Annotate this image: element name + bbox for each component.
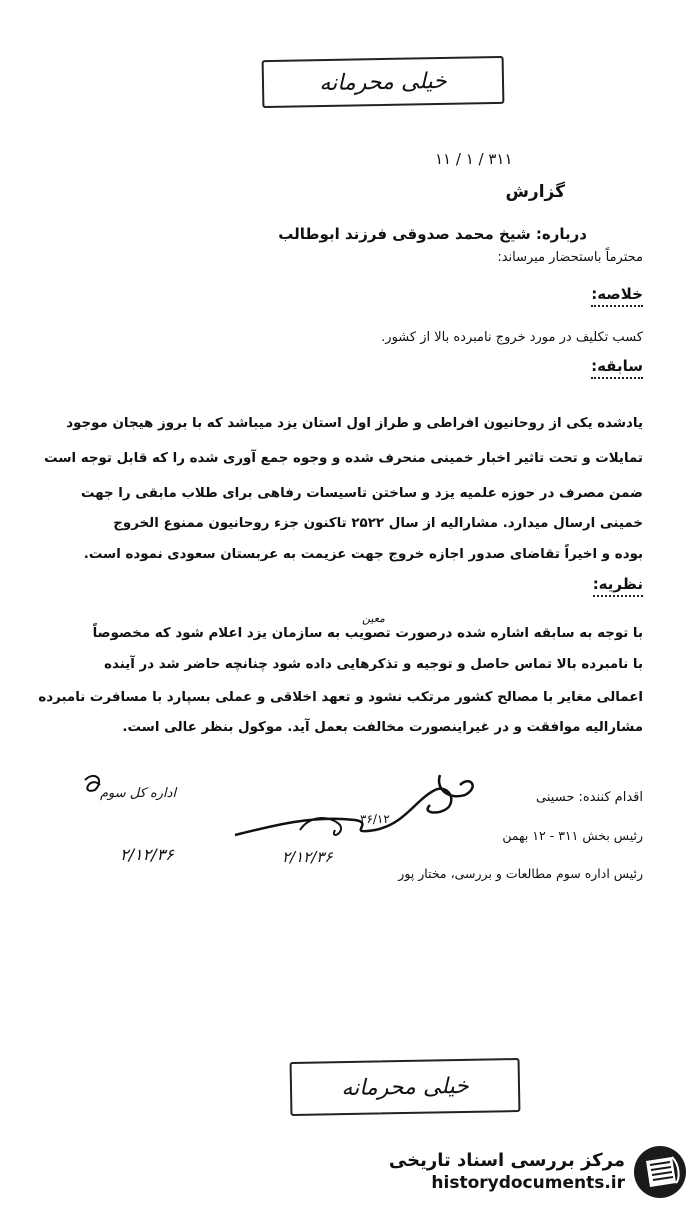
stamp-top-text: خیلی محرمانه: [319, 68, 447, 96]
report-title: گزارش: [505, 182, 565, 202]
handwritten-date: ۲/۱۲/۳۶: [282, 848, 333, 866]
archive-website: historydocuments.ir: [431, 1173, 625, 1193]
summary-heading: خلاصه:: [591, 285, 643, 307]
background-line: یادشده یکی از روحانیون افراطی و طراز اول استان یزد میباشد که با بروز هیجان موجود: [66, 416, 643, 431]
book-icon: [632, 1143, 688, 1201]
salutation: محترماً باستحضار میرساند:: [497, 250, 643, 265]
handwritten-note: اداره کل سوم: [100, 786, 177, 801]
background-line: ضمن مصرف در حوزه علمیه یزد و ساختن تاسیسات رفاهی برای طلاب مابقی را جهت: [80, 486, 643, 501]
handwritten-date: ۲/۱۲/۳۶: [120, 845, 174, 864]
opinion-line: مشارالیه موافقت و در غیراینصورت مخالفت بعمل آید. موکول بنظر عالی است.: [122, 720, 643, 735]
opinion-line: با نامبرده بالا تماس حاصل و توجیه و تذکرهایی داده شود چنانچه حاضر شد در آینده: [104, 657, 643, 672]
background-line: خمینی ارسال میدارد. مشارالیه از سال ۲۵۲۲ تاکنون جزء روحانیون ممنوع الخروج: [113, 516, 643, 531]
signature-mark: [235, 789, 451, 835]
opinion-line: با توجه به سابقه اشاره شده درصورت تصویب به سازمان یزد اعلام شود که مخصوصاً: [92, 626, 643, 641]
signature-mark: [85, 776, 100, 791]
action-officer-line: اقدام کننده: حسینی: [536, 790, 643, 805]
background-line: بوده و اخیراً تقاضای صدور اجازه خروج جهت عزیمت به عربستان سعودی نموده است.: [83, 547, 643, 562]
office-head-line: رئیس اداره سوم مطالعات و بررسی، مختار پور: [398, 866, 643, 881]
report-subject: درباره: شیخ محمد صدوقی فرزند ابوطالب: [278, 225, 587, 243]
serial-number: ۳۱۱ / ۱ / ۱۱: [435, 150, 513, 168]
archive-watermark: [389, 1150, 625, 1193]
opinion-heading: نظریه:: [593, 575, 643, 597]
confidential-stamp-bottom: [290, 1058, 521, 1116]
signature-mark: [439, 775, 473, 796]
background-heading: سابقه:: [591, 357, 643, 379]
archive-name: مرکز بررسی اسناد تاریخی: [388, 1150, 625, 1171]
stamp-bottom-text: خیلی محرمانه: [341, 1073, 469, 1101]
handwritten-correction: معین: [362, 612, 385, 625]
handwritten-note: ۳۶/۱۲: [360, 812, 390, 826]
background-line: تمایلات و تحت تاثیر اخبار خمینی منحرف شده و وجوه جمع آوری شده را که قابل توجه است: [44, 451, 643, 466]
department-head-line: رئیس بخش ۳۱۱ - ۱۲ بهمن: [502, 828, 643, 843]
summary-text: کسب تکلیف در مورد خروج نامبرده بالا از کشور.: [381, 330, 643, 345]
opinion-line: اعمالی مغایر با مصالح کشور مرتکب نشود و تعهد اخلاقی و عملی بسپارد با مسافرت نامبرده: [38, 690, 643, 705]
